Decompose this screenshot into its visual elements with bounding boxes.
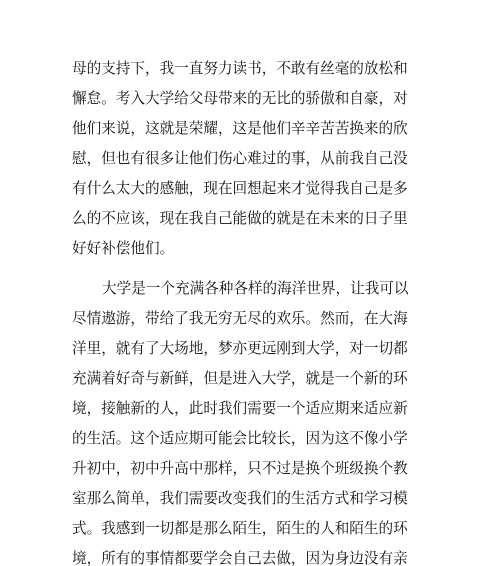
paragraph-2-line-8: 室那么简单，我们需要改变我们的生活方式和学习模 [72,490,408,507]
paragraph-2-line-2: 尽情遨游，带给了我无穷无尽的欢乐。然而，在大海 [72,310,408,327]
paragraph-2-line-9: 式。我感到一切都是那么陌生，陌生的人和陌生的环 [72,520,408,537]
paragraph-1-line-5: 有什么太大的感触，现在回想起来才觉得我自己是多 [72,180,408,197]
paragraph-2-line-6: 的生活。这个适应期可能会比较长，因为这不像小学 [72,430,408,447]
paragraph-2-line-1: 大学是一个充满各种各样的海洋世界，让我可以 [102,280,409,297]
paragraph-1-line-6: 么的不应该，现在我自己能做的就是在未来的日子里 [72,210,408,227]
paragraph-1-line-4: 慰，但也有很多让他们伤心难过的事，从前我自己没 [72,150,408,167]
paragraph-1-line-1: 母的支持下，我一直努力读书，不敢有丝毫的放松和 [72,60,408,77]
paragraph-1-line-3: 他们来说，这就是荣耀，这是他们辛辛苦苦换来的欣 [72,120,408,137]
paragraph-1-line-7: 好好补偿他们。 [72,240,175,257]
paragraph-2-line-5: 境，接触新的人，此时我们需要一个适应期来适应新 [72,400,408,417]
paragraph-1-line-2: 懈怠。考入大学给父母带来的无比的骄傲和自豪，对 [72,90,408,107]
paragraph-2-line-3: 洋里，就有了大场地，梦亦更远刚到大学，对一切都 [72,340,408,357]
paragraph-2-line-4: 充满着好奇与新鲜，但是进入大学，就是一个新的环 [72,370,408,387]
paragraph-2-line-10: 境，所有的事情都要学会自己去做，因为身边没有亲 [72,550,408,566]
paragraph-2-line-7: 升初中，初中升高中那样，只不过是换个班级换个教 [72,460,408,477]
